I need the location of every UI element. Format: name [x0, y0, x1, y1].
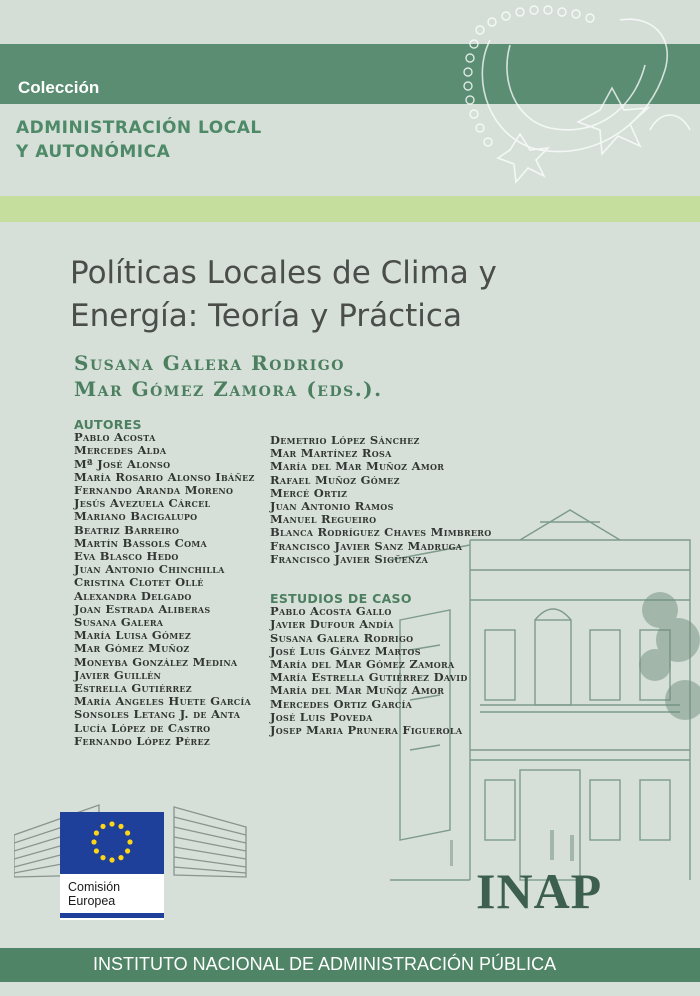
author-name: María del Mar Muñoz Amor	[270, 459, 445, 474]
book-title	[70, 252, 670, 338]
eu-logo-underline	[60, 913, 164, 918]
author-name: María Luisa Gómez	[74, 628, 192, 643]
case-study-author: José Luis Gálvez Martos	[270, 643, 421, 658]
bottom-margin	[0, 982, 700, 996]
series-title-line1: ADMINISTRACIÓN LOCAL	[16, 118, 262, 138]
author-name: Estrella Gutiérrez	[74, 681, 192, 696]
authors-column1	[74, 418, 255, 748]
author-name: Cristina Clotet Ollé	[74, 575, 204, 590]
editor-line2: Mar Gómez Zamora (eds.).	[74, 377, 383, 401]
authors-heading: AUTORES	[74, 417, 142, 432]
author-name: Moneyba González Medina	[74, 654, 238, 669]
case-study-author: José Luis Poveda	[270, 709, 373, 724]
author-name: Sonsoles Letang J. de Anta	[74, 707, 241, 722]
case-study-author: María del Mar Muñoz Amor	[270, 683, 445, 698]
book-title-line1: Políticas Locales de Clima y	[70, 255, 497, 291]
author-name: Fernando López Pérez	[74, 733, 210, 748]
author-name: Jesús Avezuela Cárcel	[74, 496, 211, 511]
author-name: Rafael Muñoz Gómez	[270, 472, 400, 487]
case-study-author: Josep Maria Prunera Figuerola	[270, 723, 463, 738]
case-study-author: María Estrella Gutiérrez David	[270, 670, 468, 685]
author-name: Lucía López de Castro	[74, 720, 211, 735]
accent-band	[0, 196, 700, 222]
author-name: Francisco Javier Sanz Madruga	[270, 538, 463, 553]
author-name: Blanca Rodríguez Chaves Mimbrero	[270, 525, 492, 540]
author-name: Manuel Regueiro	[270, 512, 377, 527]
european-commission-logo	[60, 812, 164, 920]
author-name: Mercé Ortiz	[270, 485, 348, 500]
editor-line1: Susana Galera Rodrigo	[74, 351, 345, 375]
author-name: Mar Martínez Rosa	[270, 446, 392, 461]
series-title	[16, 116, 262, 164]
case-study-author: Mercedes Ortiz García	[270, 696, 413, 711]
eu-flag-icon	[60, 812, 164, 874]
book-title-line2: Energía: Teoría y Práctica	[70, 298, 462, 334]
eu-logo-line2: Europea	[68, 894, 116, 908]
case-studies-heading: ESTUDIOS DE CASO	[270, 591, 412, 606]
author-name: Mercedes Alda	[74, 443, 167, 458]
publisher-name: INSTITUTO NACIONAL DE ADMINISTRACIÓN PÚBLICA	[93, 954, 557, 974]
publisher-logo: INAP	[476, 863, 603, 919]
author-name: María Rosario Alonso Ibáñez	[74, 469, 255, 484]
author-name: Eva Blasco Hedo	[74, 549, 179, 564]
floral-ornament-icon	[450, 0, 700, 200]
case-study-author: Pablo Acosta Gallo	[270, 604, 392, 619]
author-name: Susana Galera	[74, 615, 164, 630]
author-name: Javier Guillén	[74, 667, 162, 682]
author-name: Martín Bassols Coma	[74, 535, 208, 550]
author-name: Joan Estrada Aliberas	[74, 601, 211, 616]
author-name: Pablo Acosta	[74, 430, 156, 445]
author-name: Mariano Bacigalupo	[74, 509, 198, 524]
collection-label: Colección	[18, 78, 100, 97]
author-name: Mar Gómez Muñoz	[74, 641, 190, 656]
author-name: Juan Antonio Ramos	[270, 499, 394, 514]
case-studies	[270, 592, 468, 737]
editors	[74, 350, 383, 402]
author-name: Demetrio López Sánchez	[270, 433, 420, 447]
eu-logo-text	[68, 880, 120, 908]
case-study-author: Javier Dufour Andía	[270, 617, 394, 632]
author-name: María Angeles Huete García	[74, 694, 251, 709]
author-name: Mª José Alonso	[74, 456, 171, 471]
author-name: Alexandra Delgado	[74, 588, 192, 603]
series-title-line2: Y AUTONÓMICA	[16, 142, 171, 162]
authors-column2	[270, 434, 492, 566]
eu-logo-line1: Comisión	[68, 880, 121, 894]
author-name: Beatriz Barreiro	[74, 522, 180, 537]
author-name: Fernando Aranda Moreno	[74, 483, 234, 498]
case-study-author: María del Mar Gómez Zamora	[270, 657, 455, 672]
author-name: Francisco Javier Sigüenza	[270, 551, 429, 566]
author-name: Juan Antonio Chinchilla	[74, 562, 225, 577]
case-study-author: Susana Galera Rodrigo	[270, 630, 414, 645]
